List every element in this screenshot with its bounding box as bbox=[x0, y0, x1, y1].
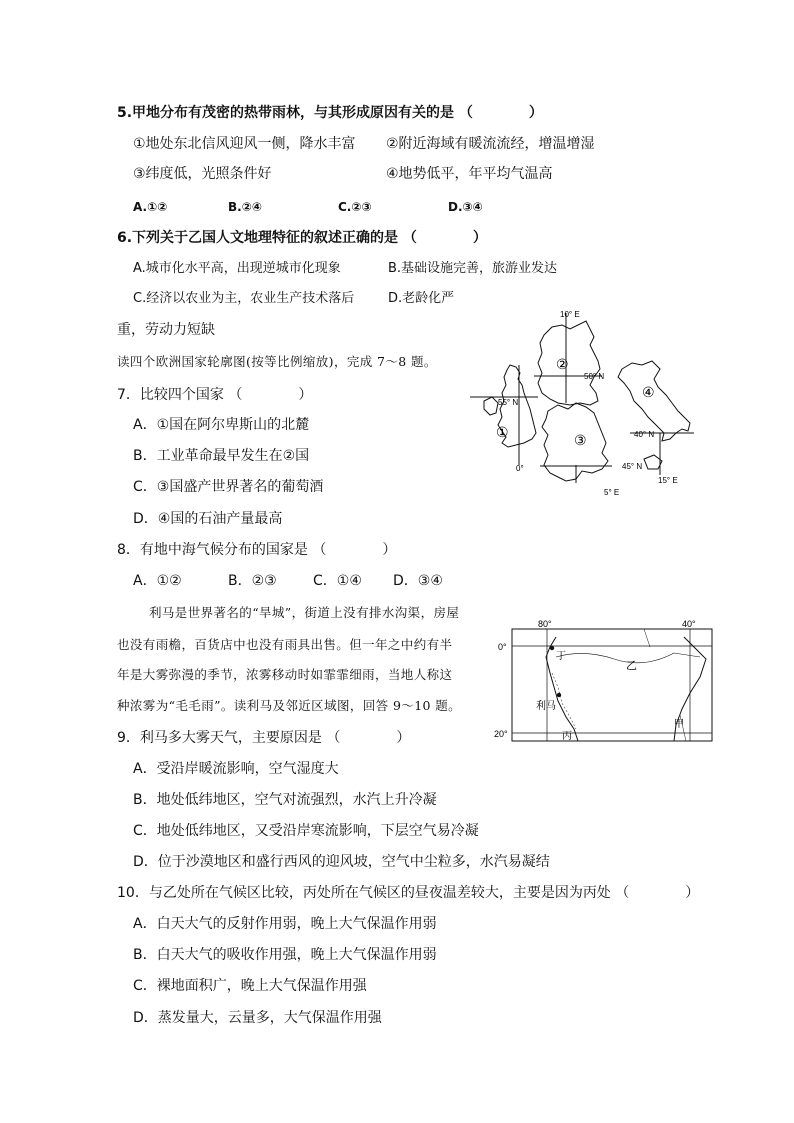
label-lima: 利马 bbox=[536, 701, 556, 712]
label-0: 0° bbox=[516, 464, 524, 473]
q9-option-c: C．地处低纬地区，又受沿岸寒流影响，下层空气易冷凝 bbox=[133, 823, 479, 839]
q7-stem: 7．比较四个国家 （ ） bbox=[117, 387, 313, 403]
lima-point bbox=[557, 693, 561, 697]
q9-option-b: B．地处低纬地区，空气对流强烈，水汽上升冷凝 bbox=[133, 792, 437, 808]
intro-7-8: 读四个欧洲国家轮廓图(按等比例缩放)，完成 7～8 题。 bbox=[117, 354, 437, 369]
label-yi: 乙 bbox=[626, 660, 637, 672]
q5-statement-3: ③纬度低，光照条件好 bbox=[133, 166, 272, 182]
q8-stem: 8．有地中海气候分布的国家是 （ ） bbox=[117, 542, 397, 558]
label-40: 40° bbox=[682, 619, 696, 629]
country-2-outline bbox=[538, 321, 600, 405]
q10-option-d: D．蒸发量大，云量多，大气保温作用强 bbox=[133, 1010, 382, 1026]
q6-option-b: B.基础设施完善，旅游业发达 bbox=[388, 261, 558, 276]
label-0: 0° bbox=[498, 642, 507, 652]
label-15e: 15° E bbox=[658, 476, 678, 485]
lima-region-map bbox=[494, 617, 716, 745]
q7-option-d: D．④国的石油产量最高 bbox=[133, 511, 283, 527]
q9-stem: 9．利马多大雾天气，主要原因是 （ ） bbox=[117, 730, 411, 746]
label-55n: 55° N bbox=[498, 398, 519, 407]
label-50n: 50° N bbox=[584, 372, 605, 381]
q5-statement-4: ④地势低平，年平均气温高 bbox=[386, 166, 553, 182]
label-10e: 10° E bbox=[560, 310, 580, 319]
europe-countries-map bbox=[462, 305, 698, 500]
passage-line-3: 年是大雾弥漫的季节，浓雾移动时如霏霏细雨，当地人称这 bbox=[117, 667, 453, 682]
country-4-island bbox=[644, 455, 662, 469]
label-20: 20° bbox=[494, 729, 508, 739]
q5-option-d: D.③④ bbox=[448, 200, 483, 214]
country-4-outline bbox=[618, 361, 690, 441]
label-40n: 40° N bbox=[634, 430, 655, 439]
ding-point bbox=[550, 646, 554, 650]
q5-option-a: A.①② bbox=[133, 200, 168, 214]
q9-option-a: A．受沿岸暖流影响，空气湿度大 bbox=[133, 761, 339, 777]
q8-option-d: D．③④ bbox=[393, 573, 443, 589]
country-1-island bbox=[484, 397, 498, 415]
q6-option-d-part2: 重，劳动力短缺 bbox=[117, 322, 215, 338]
country-3-marker: ③ bbox=[574, 432, 587, 448]
q9-option-d: D．位于沙漠地区和盛行西风的迎风坡，空气中尘粒多，水汽易凝结 bbox=[133, 854, 550, 870]
q5-statement-1: ①地处东北信风迎风一侧，降水丰富 bbox=[133, 136, 356, 152]
country-2-marker: ② bbox=[556, 356, 569, 372]
q5-stem: 5.甲地分布有茂密的热带雨林，与其形成原因有关的是 （ ） bbox=[117, 105, 543, 121]
q6-stem: 6.下列关于乙国人文地理特征的叙述正确的是 （ ） bbox=[117, 230, 487, 246]
q10-option-a: A．白天大气的反射作用弱，晚上大气保温作用弱 bbox=[133, 916, 437, 932]
q7-option-c: C．③国盛产世界著名的葡萄酒 bbox=[133, 479, 324, 495]
q5-statement-2: ②附近海域有暖流流经，增温增湿 bbox=[386, 136, 595, 152]
label-80: 80° bbox=[538, 619, 552, 629]
q8-option-a: A．①② bbox=[133, 573, 182, 589]
passage-line-2: 也没有雨檐，百货店中也没有雨具出售。但一年之中约有半 bbox=[117, 637, 453, 652]
label-bing: 丙 bbox=[562, 731, 572, 742]
label-5e: 5° E bbox=[604, 488, 620, 497]
label-jia: 甲 bbox=[674, 719, 684, 730]
q6-option-a: A.城市化水平高，出现逆城市化现象 bbox=[133, 261, 341, 276]
q7-option-a: A．①国在阿尔卑斯山的北麓 bbox=[133, 417, 310, 433]
passage-line-1: 利马是世界著名的“旱城”，街道上没有排水沟渠，房屋 bbox=[149, 605, 460, 620]
label-ding: 丁 bbox=[556, 651, 566, 662]
q8-option-c: C．①④ bbox=[313, 573, 362, 589]
passage-line-4: 种浓雾为“毛毛雨”。读利马及邻近区域图，回答 9～10 题。 bbox=[117, 698, 462, 713]
label-45n: 45° N bbox=[622, 462, 643, 471]
country-1-marker: ① bbox=[496, 424, 509, 440]
q6-option-d-part1: D.老龄化严 bbox=[388, 291, 455, 306]
q5-option-c: C.②③ bbox=[338, 200, 372, 214]
q7-option-b: B．工业革命最早发生在②国 bbox=[133, 448, 310, 464]
q10-option-b: B．白天大气的吸收作用强，晚上大气保温作用弱 bbox=[133, 947, 437, 963]
q8-option-b: B．②③ bbox=[228, 573, 277, 589]
country-4-marker: ④ bbox=[642, 384, 655, 400]
q10-stem: 10．与乙处所在气候区比较，丙处所在气候区的昼夜温差较大，主要是因为丙处 （ ） bbox=[117, 885, 700, 901]
q6-option-c: C.经济以农业为主，农业生产技术落后 bbox=[133, 291, 355, 306]
q5-option-b: B.②④ bbox=[228, 200, 263, 214]
q10-option-c: C．裸地面积广，晚上大气保温作用强 bbox=[133, 978, 367, 994]
